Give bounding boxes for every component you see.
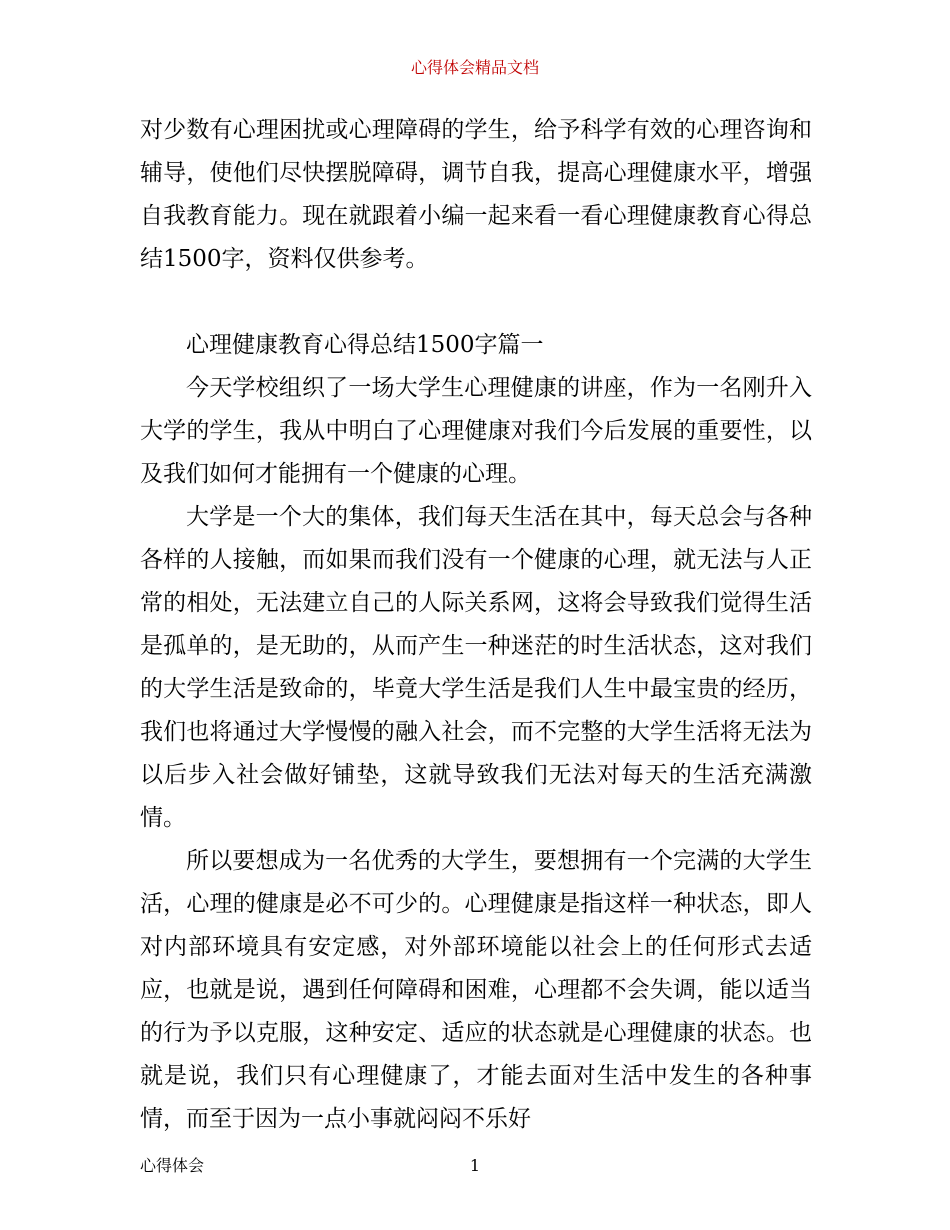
paragraph-spacer [140,281,812,324]
body-paragraph-3: 所以要想成为一名优秀的大学生，要想拥有一个完满的大学生活，心理的健康是必不可少的。心理健康是指这样一种状态，即人对内部环境具有安定感，对外部环境能以社会上的任何形式去适应，也就是说，遇到任何障碍和困难，心理都不会失调，能以适当的行为予以克服，这种安定、适应的状态就是心理健康的状态。也就是说，我们只有心理健康了，才能去面对生活中发生的各种事情，而至于因为一点小事就闷闷不乐好 [140,848,812,1132]
section-title: 心理健康教育心得总结1500字篇一 [186,332,544,358]
document-body [140,109,812,1141]
body-paragraph-2: 大学是一个大的集体，我们每天生活在其中，每天总会与各种各样的人接触，而如果而我们没有一个健康的心理，就无法与人正常的相处，无法建立自己的人际关系网，这将会导致我们觉得生活是孤单的，是无助的，从而产生一种迷茫的时生活状态，这对我们的大学生活是致命的，毕竟大学生活是我们人生中最宝贵的经历，我们也将通过大学慢慢的融入社会，而不完整的大学生活将无法为以后步入社会做好铺垫，这就导致我们无法对每天的生活充满激情。 [140,504,812,831]
footer-page-number: 1 [469,1156,481,1175]
body-paragraph-1: 今天学校组织了一场大学生心理健康的讲座，作为一名刚升入大学的学生，我从中明白了心理健康对我们今后发展的重要性，以及我们如何才能拥有一个健康的心理。 [140,375,812,487]
intro-paragraph: 对少数有心理困扰或心理障碍的学生，给予科学有效的心理咨询和辅导，使他们尽快摆脱障碍，调节自我，提高心理健康水平，增强自我教育能力。现在就跟着小编一起来看一看心理健康教育心得总结1500字，资料仅供参考。 [140,117,812,272]
page-header [0,57,950,79]
header-title: 心得体会精品文档 [410,58,539,77]
footer-label: 心得体会 [140,1156,205,1175]
